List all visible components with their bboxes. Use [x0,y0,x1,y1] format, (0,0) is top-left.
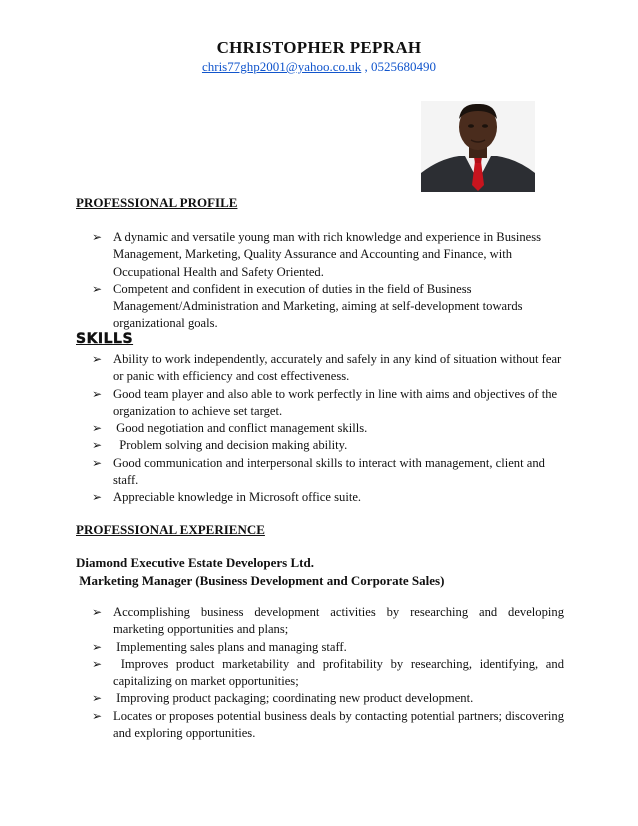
contact-separator: , [361,59,372,74]
experience-list [92,604,568,742]
arrowhead-bullet-icon: ➢ [92,656,103,671]
list-item: ➢ Improving product packaging; coordinating new product development. [92,690,564,707]
arrowhead-bullet-icon: ➢ [92,230,103,244]
arrowhead-bullet-icon: ➢ [92,639,103,654]
list-item: ➢ Improves product marketability and profitability by researching, identifying, and capitalizing on market opportunities; [92,656,568,689]
arrowhead-bullet-icon: ➢ [92,605,103,619]
contact-line [0,59,638,75]
list-item: ➢ Good communication and interpersonal skills to interact with management, client and staff. [92,455,545,488]
profile-heading: PROFESSIONAL PROFILE [76,195,238,210]
list-item: ➢ Problem solving and decision making ability. [92,437,564,454]
arrowhead-bullet-icon: ➢ [92,386,103,401]
profile-list [92,229,564,333]
arrowhead-bullet-icon: ➢ [92,708,103,723]
experience-heading: PROFESSIONAL EXPERIENCE [76,522,265,537]
list-item: ➢ Appreciable knowledge in Microsoft office suite. [92,489,564,506]
list-item: ➢ Accomplishing business development activities by researching and developing marketing opportunities and plans; [92,605,564,637]
arrowhead-bullet-icon: ➢ [92,438,103,453]
arrowhead-bullet-icon: ➢ [92,421,103,436]
list-item: ➢ Good team player and also able to work perfectly in line with aims and objectives of the organization to achieve set target. [92,386,558,418]
arrowhead-bullet-icon: ➢ [92,691,103,706]
company-name: Diamond Executive Estate Developers Ltd. [76,555,314,570]
list-item: ➢ Competent and confident in execution of duties in the field of Business Management/Administration and Marketing, aiming at self-development towards organizational goals. [92,281,523,331]
arrowhead-bullet-icon: ➢ [92,281,103,296]
email-link[interactable]: chris77ghp2001@yahoo.co.uk [201,59,362,74]
list-item: ➢ Good negotiation and conflict management skills. [92,420,564,437]
list-item: ➢ Ability to work independently, accurately and safely in any kind of situation without fear or panic with efficiency and cost effectiveness. [92,352,562,384]
candidate-name: CHRISTOPHER PEPRAH [216,38,422,57]
arrowhead-bullet-icon: ➢ [92,490,103,505]
employer-block [76,554,444,590]
arrowhead-bullet-icon: ➢ [92,455,103,470]
profile-photo [421,101,535,192]
list-item: ➢ Implementing sales plans and managing staff. [92,639,564,656]
skills-heading: SKILLS [76,331,134,347]
arrowhead-bullet-icon: ➢ [92,352,103,366]
list-item: ➢ A dynamic and versatile young man with rich knowledge and experience in Business Management, Marketing, Quality Assurance and Accounting and Finance, with Occupational Health and Safety Oriented. [92,230,542,279]
phone-number: 0525680490 [371,59,437,74]
list-item: ➢ Locates or proposes potential business deals by contacting potential partners; discovering and exploring opportunities. [92,708,564,741]
job-title: Marketing Manager (Business Development and Corporate Sales) [76,573,445,588]
skills-list [92,351,564,507]
